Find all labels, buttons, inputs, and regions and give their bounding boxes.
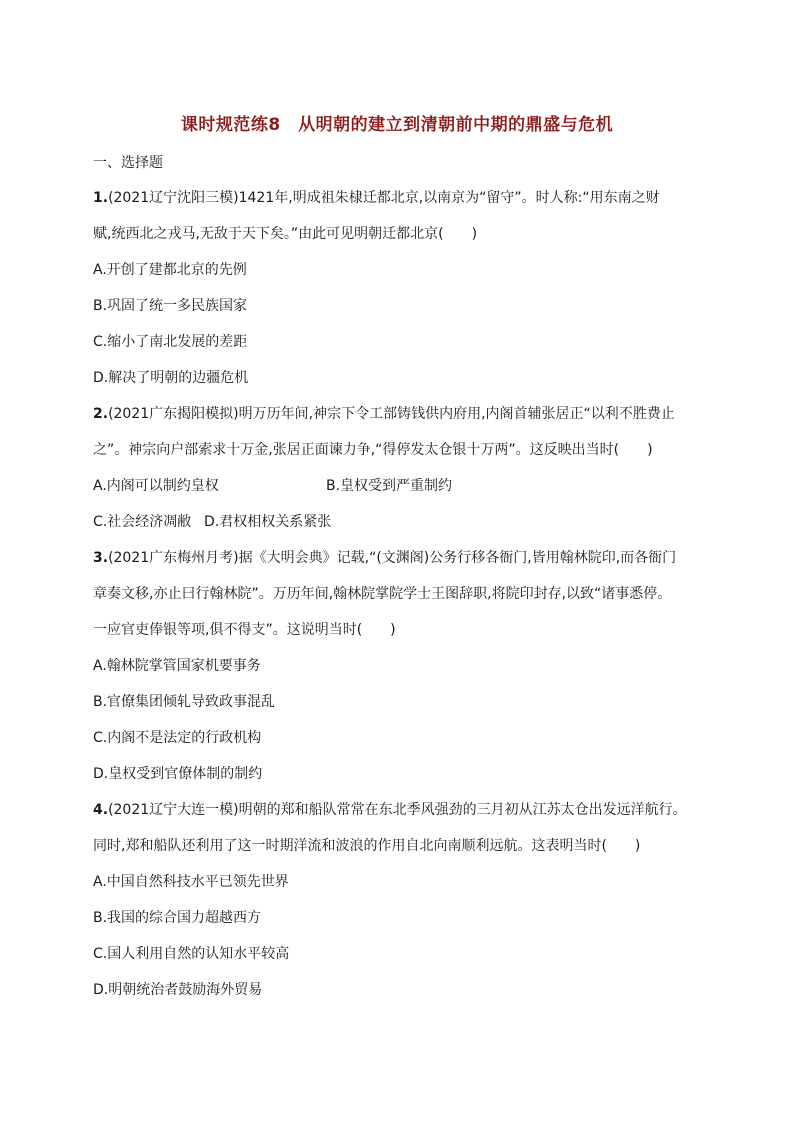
question-1-option-d: D.解决了明朝的边疆危机: [93, 370, 249, 386]
question-2-options-cd: [93, 513, 332, 531]
question-2-option-b: B.皇权受到严重制约: [326, 478, 453, 494]
question-2-line-1: [93, 405, 675, 423]
question-2-option-a: A.内阁可以制约皇权: [93, 478, 219, 494]
question-number: 4.: [93, 802, 109, 818]
question-3-option-a: A.翰林院掌管国家机要事务: [93, 658, 261, 674]
question-text: (2021广东梅州月考)据《大明会典》记载,“(文渊阁)公务行移各衙门,皆用翰林院印,而各衙门: [108, 550, 677, 566]
question-3-line-1: [93, 549, 676, 567]
question-2-option-d: D.君权相权关系紧张: [204, 514, 332, 530]
question-1-option-b: B.巩固了统一多民族国家: [93, 298, 248, 314]
question-4-option-b: B.我国的综合国力超越西方: [93, 910, 262, 926]
question-3-line-2: 章奏文移,亦止曰行翰林院”。万历年间,翰林院掌院学士王图辞职,将院印封存,以致“诸事悉停。: [93, 586, 672, 602]
question-number: 2.: [93, 406, 109, 422]
question-2-line-2: 之”。神宗向户部索求十万金,张居正面谏力争,“得停发太仓银十万两”。这反映出当时( ): [93, 442, 653, 458]
question-4-line-1: [93, 801, 687, 819]
question-text: (2021辽宁大连一模)明朝的郑和船队常常在东北季风强劲的三月初从江苏太仓出发远洋航行。: [108, 802, 687, 818]
question-3-option-c: C.内阁不是法定的行政机构: [93, 730, 262, 746]
question-1-option-c: C.缩小了南北发展的差距: [93, 334, 248, 350]
page-title: 课时规范练8 从明朝的建立到清朝前中期的鼎盛与危机: [180, 115, 614, 135]
question-3-option-d: D.皇权受到官僚体制的制约: [93, 766, 263, 782]
question-2-options-ab: [93, 477, 453, 495]
question-4-line-2: 同时,郑和船队还利用了这一时期洋流和波浪的作用自北向南顺利远航。这表明当时( ): [93, 838, 641, 854]
question-number: 1.: [93, 190, 109, 206]
question-4-option-c: C.国人利用自然的认知水平较高: [93, 946, 290, 962]
question-1-line-2: 赋,统西北之戎马,无敌于天下矣。”由此可见明朝迁都北京( ): [93, 226, 478, 242]
question-text: (2021辽宁沈阳三模)1421年,明成祖朱棣迁都北京,以南京为“留守”。时人称:“用东南之财: [108, 190, 660, 206]
question-1-line-1: [93, 189, 660, 207]
question-4-option-a: A.中国自然科技水平已领先世界: [93, 874, 289, 890]
question-3-line-3: 一应官吏俸银等项,俱不得支”。这说明当时( ): [93, 622, 396, 638]
question-3-option-b: B.官僚集团倾轧导致政事混乱: [93, 694, 276, 710]
question-2-option-c: C.社会经济凋敝: [93, 514, 192, 530]
question-number: 3.: [93, 550, 109, 566]
section-heading: 一、选择题: [93, 155, 163, 171]
question-4-option-d: D.明朝统治者鼓励海外贸易: [93, 982, 263, 998]
question-1-option-a: A.开创了建都北京的先例: [93, 262, 247, 278]
question-text: (2021广东揭阳模拟)明万历年间,神宗下令工部铸钱供内府用,内阁首辅张居正“以利不胜费止: [108, 406, 675, 422]
